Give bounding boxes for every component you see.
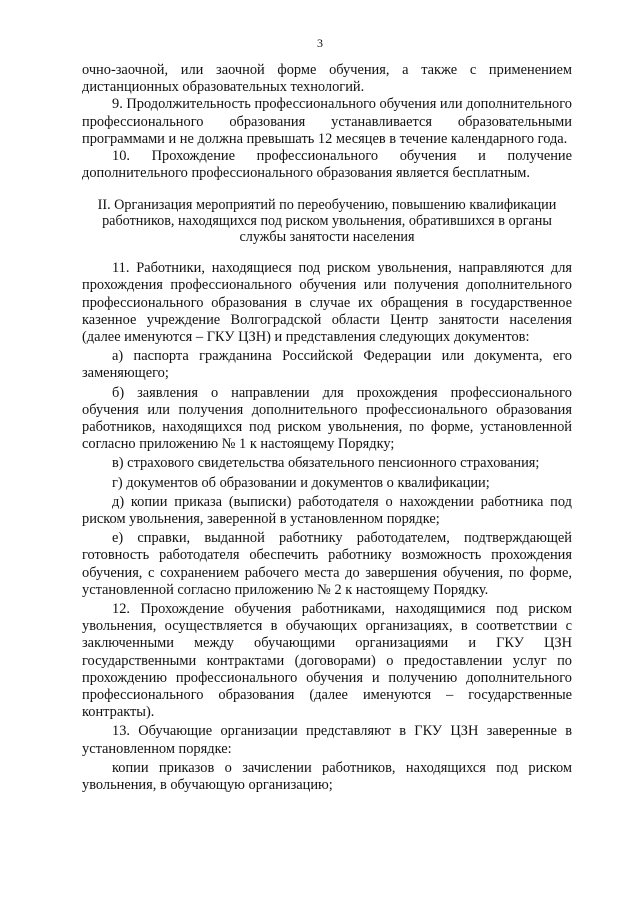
- paragraph-13: 13. Обучающие организации представляют в ГКУ ЦЗН заверенные в установленном порядке:: [82, 723, 572, 757]
- paragraph-11-item-a: а) паспорта гражданина Российской Федерации или документа, его заменяющего;: [82, 348, 572, 382]
- paragraph-11-item-g: г) документов об образовании и документов о квалификации;: [112, 474, 490, 491]
- paragraph-11-item-e: е) справки, выданной работнику работодателем, подтверждающей готовность работодателя обеспечить работнику возможность прохождения обучения, с сохранением рабочего места до завершения обучения, по форме, установленной согласно приложению № 2 к настоящему Порядку.: [82, 530, 572, 598]
- paragraph-9: 9. Продолжительность профессионального обучения или дополнительного профессионального образования устанавливается образовательными программами и не должна превышать 12 месяцев в течение календарного года.: [82, 96, 572, 147]
- paragraph-12: 12. Прохождение обучения работниками, находящимися под риском увольнения, осуществляется в обучающих организациях, в соответствии с заключенными между обучающими организациями и ГКУ ЦЗН государственными контрактами (договорами) о предоставлении услуг по прохождению профессионального обучения и получению дополнительного профессионального образования (далее именуются – государственные контракты).: [82, 601, 572, 721]
- paragraph-13-item: копии приказов о зачислении работников, находящихся под риском увольнения, в обучающую организацию;: [82, 759, 572, 794]
- page-number: 3: [317, 36, 323, 50]
- paragraph-8-continuation: очно-заочной, или заочной форме обучения, а также с применением дистанционных образовательных технологий.: [82, 62, 572, 96]
- paragraph-11-item-v: в) страхового свидетельства обязательного пенсионного страхования;: [112, 455, 540, 472]
- paragraph-11-item-d: д) копии приказа (выписки) работодателя о нахождении работника под риском увольнения, заверенной в установленном порядке;: [82, 493, 572, 528]
- section-2-heading: II. Организация мероприятий по переобучению, повышению квалификации работников, находящихся под риском увольнения, обратившихся в органы службы занятости населения: [97, 197, 557, 245]
- paragraph-11: 11. Работники, находящиеся под риском увольнения, направляются для прохождения профессионального обучения или получения дополнительного профессионального образования в случае их обращения в государственное казенное учреждение Волгоградской области Центр занятости населения (далее именуются – ГКУ ЦЗН) и представления следующих документов:: [82, 260, 572, 346]
- paragraph-10: 10. Прохождение профессионального обучения и получение дополнительного профессионального образования является бесплатным.: [82, 148, 572, 182]
- paragraph-11-item-b: б) заявления о направлении для прохождения профессионального обучения или получения дополнительного профессионального образования работников, находящихся под риском увольнения, по форме, установленной согласно приложению № 1 к настоящему Порядку;: [82, 384, 572, 453]
- document-body: [82, 62, 572, 794]
